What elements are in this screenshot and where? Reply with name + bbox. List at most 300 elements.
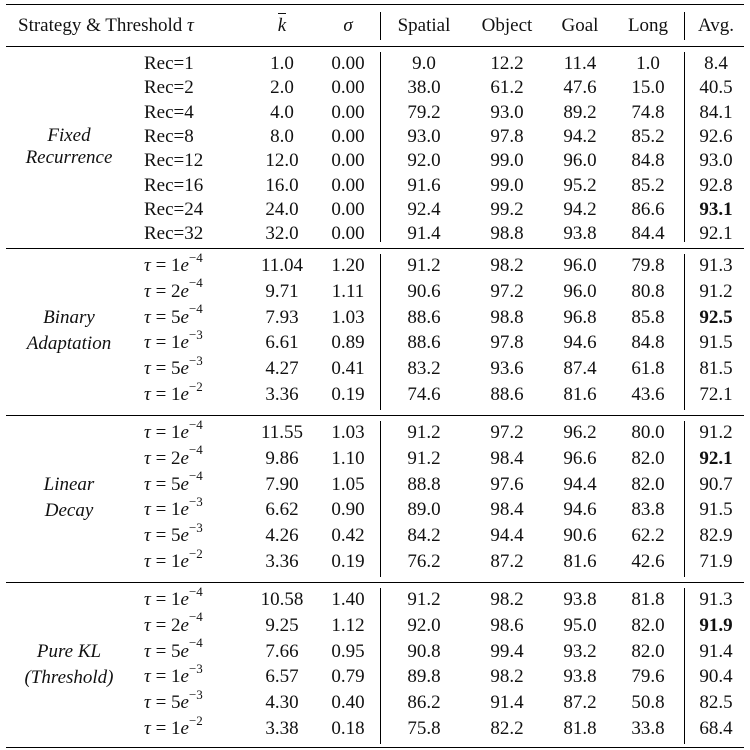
cell-spatial: 74.6 — [407, 384, 441, 405]
tau-exponent: −3 — [188, 494, 203, 510]
cell-spatial: 75.8 — [407, 718, 441, 739]
cell-object: 98.8 — [490, 223, 524, 245]
tau-base: 5 — [171, 692, 181, 714]
tau-e: e — [180, 255, 189, 276]
cell-long: 33.8 — [631, 718, 665, 739]
cell-avg: 91.9 — [699, 614, 733, 636]
cell-spatial: 92.0 — [407, 150, 441, 172]
cell-long: 82.0 — [631, 640, 665, 662]
top-rule — [6, 4, 744, 5]
cell-avg: 71.9 — [699, 551, 733, 572]
cell-long: 82.0 — [631, 447, 665, 469]
row-label: Rec=8 — [144, 125, 194, 147]
cell-object: 94.4 — [490, 525, 524, 547]
tau-symbol: τ — [144, 447, 151, 469]
cell-avg: 92.6 — [699, 125, 733, 147]
tau-symbol: τ — [144, 499, 151, 521]
header-avg: Avg. — [697, 15, 735, 36]
cell-sigma: 0.79 — [331, 666, 365, 688]
tau-base: 1 — [171, 666, 181, 688]
cell-avg: 91.3 — [699, 589, 733, 610]
cell-spatial: 91.2 — [407, 255, 441, 276]
cell-goal: 89.2 — [563, 101, 597, 123]
group-divider-left — [380, 52, 381, 242]
cell-spatial: 9.0 — [412, 53, 436, 74]
cell-long: 80.8 — [631, 280, 665, 302]
tau-symbol: τ — [144, 525, 151, 547]
tau-exponent: −4 — [188, 635, 203, 651]
tau-e: e — [180, 640, 189, 662]
cell-avg: 8.4 — [704, 53, 728, 74]
cell-long: 82.0 — [631, 473, 665, 495]
group-name-line: Adaptation — [26, 333, 112, 355]
tau-exponent: −3 — [188, 661, 203, 677]
cell-spatial: 92.0 — [407, 614, 441, 636]
tau-e: e — [180, 499, 189, 521]
tau-symbol: τ — [144, 384, 151, 405]
tau-e: e — [180, 358, 189, 380]
row-label: Rec=32 — [144, 223, 204, 245]
tau-equals: = — [150, 384, 172, 405]
cell-avg: 92.1 — [699, 223, 733, 245]
tau-equals: = — [150, 614, 172, 636]
row-label — [144, 545, 203, 574]
cell-goal: 96.8 — [563, 306, 597, 328]
tau-base: 2 — [171, 447, 181, 469]
group-name — [6, 307, 132, 355]
cell-avg: 81.5 — [699, 358, 733, 380]
row-label: Rec=1 — [144, 53, 194, 74]
header-long: Long — [627, 15, 669, 36]
cell-object: 97.2 — [490, 280, 524, 302]
cell-long: 15.0 — [631, 77, 665, 99]
cell-k: 24.0 — [265, 198, 299, 220]
cell-spatial: 91.2 — [407, 447, 441, 469]
cell-k: 6.62 — [265, 499, 299, 521]
cell-object: 98.4 — [490, 447, 524, 469]
cell-spatial: 91.2 — [407, 589, 441, 610]
tau-equals: = — [150, 332, 172, 354]
tau-symbol: τ — [144, 473, 151, 495]
cell-goal: 11.4 — [563, 53, 597, 74]
cell-avg: 72.1 — [699, 384, 733, 405]
tau-equals: = — [150, 640, 172, 662]
header-rule — [6, 46, 744, 47]
row-label: Rec=16 — [144, 174, 204, 196]
group-rule — [6, 248, 744, 249]
tau-exponent: −4 — [188, 301, 203, 317]
cell-object: 12.2 — [490, 53, 524, 74]
cell-k: 8.0 — [270, 125, 294, 147]
cell-avg: 91.3 — [699, 255, 733, 276]
cell-goal: 95.0 — [563, 614, 597, 636]
cell-avg: 91.5 — [699, 332, 733, 354]
cell-spatial: 89.0 — [407, 499, 441, 521]
tau-base: 5 — [171, 473, 181, 495]
tau-symbol: τ — [144, 422, 151, 443]
cell-goal: 96.0 — [563, 255, 597, 276]
cell-spatial: 88.6 — [407, 306, 441, 328]
header-divider-left — [380, 12, 381, 40]
cell-long: 62.2 — [631, 525, 665, 547]
tau-e: e — [180, 447, 189, 469]
tau-exponent: −3 — [188, 519, 203, 535]
tau-exponent: −3 — [188, 327, 203, 343]
cell-object: 97.8 — [490, 125, 524, 147]
cell-avg: 40.5 — [699, 77, 733, 99]
cell-k: 4.0 — [270, 101, 294, 123]
tau-symbol: τ — [144, 589, 151, 610]
tau-e: e — [180, 422, 189, 443]
tau-symbol: τ — [144, 280, 151, 302]
cell-goal: 96.6 — [563, 447, 597, 469]
cell-spatial: 91.4 — [407, 223, 441, 245]
cell-avg: 92.8 — [699, 174, 733, 196]
tau-exponent: −2 — [188, 378, 203, 394]
cell-sigma: 0.00 — [331, 223, 365, 245]
cell-object: 97.2 — [490, 422, 524, 443]
tau-e: e — [180, 306, 189, 328]
header-sigma: σ — [343, 15, 353, 36]
cell-sigma: 1.05 — [331, 473, 365, 495]
tau-exponent: −3 — [188, 352, 203, 368]
tau-e: e — [180, 666, 189, 688]
cell-goal: 94.6 — [563, 499, 597, 521]
tau-e: e — [180, 589, 189, 610]
tau-e: e — [180, 551, 189, 572]
row-label — [144, 661, 203, 689]
cell-avg: 93.0 — [699, 150, 733, 172]
cell-goal: 93.8 — [563, 589, 597, 610]
cell-object: 99.0 — [490, 150, 524, 172]
cell-spatial: 86.2 — [407, 692, 441, 714]
cell-goal: 93.8 — [563, 666, 597, 688]
tau-base: 5 — [171, 358, 181, 380]
cell-k: 16.0 — [265, 174, 299, 196]
group-divider-right — [684, 421, 685, 577]
cell-k: 6.57 — [265, 666, 299, 688]
tau-symbol: τ — [144, 614, 151, 636]
cell-object: 98.2 — [490, 589, 524, 610]
tau-equals: = — [150, 551, 172, 572]
cell-spatial: 84.2 — [407, 525, 441, 547]
cell-object: 99.2 — [490, 198, 524, 220]
group-name-line: Fixed — [47, 125, 91, 147]
cell-goal: 94.2 — [563, 125, 597, 147]
tau-e: e — [180, 280, 189, 302]
cell-spatial: 91.6 — [407, 174, 441, 196]
cell-goal: 93.2 — [563, 640, 597, 662]
row-label: Rec=12 — [144, 150, 204, 172]
tau-e: e — [180, 332, 189, 354]
tau-equals: = — [150, 718, 172, 739]
cell-avg: 92.1 — [699, 447, 733, 469]
cell-k: 3.36 — [265, 384, 299, 405]
tau-exponent: −3 — [188, 686, 203, 702]
tau-base: 1 — [171, 551, 181, 572]
cell-sigma: 0.95 — [331, 640, 365, 662]
cell-sigma: 1.03 — [331, 422, 365, 443]
cell-k: 9.86 — [265, 447, 299, 469]
tau-exponent: −2 — [188, 545, 203, 561]
group-rule — [6, 415, 744, 416]
tau-base: 1 — [171, 384, 181, 405]
cell-object: 99.0 — [490, 174, 524, 196]
cell-object: 98.8 — [490, 306, 524, 328]
cell-sigma: 0.19 — [331, 384, 365, 405]
tau-equals: = — [150, 306, 172, 328]
cell-object: 99.4 — [490, 640, 524, 662]
cell-sigma: 1.10 — [331, 447, 365, 469]
cell-goal: 96.2 — [563, 422, 597, 443]
cell-k: 7.93 — [265, 306, 299, 328]
tau-base: 1 — [171, 589, 181, 610]
cell-avg: 91.4 — [699, 640, 733, 662]
cell-spatial: 91.2 — [407, 422, 441, 443]
cell-avg: 82.9 — [699, 525, 733, 547]
header-divider-right — [684, 12, 685, 40]
cell-goal: 96.0 — [563, 280, 597, 302]
tau-base: 1 — [171, 718, 181, 739]
row-label — [144, 301, 203, 330]
cell-spatial: 83.2 — [407, 358, 441, 380]
cell-long: 80.0 — [631, 422, 665, 443]
tau-exponent: −4 — [188, 442, 203, 458]
cell-sigma: 0.19 — [331, 551, 365, 572]
tau-symbol: τ — [144, 358, 151, 380]
cell-spatial: 88.6 — [407, 332, 441, 354]
cell-long: 50.8 — [631, 692, 665, 714]
cell-long: 86.6 — [631, 198, 665, 220]
cell-object: 87.2 — [490, 551, 524, 572]
group-divider-left — [380, 588, 381, 744]
header-spatial: Spatial — [397, 15, 451, 36]
tau-exponent: −4 — [188, 275, 203, 291]
cell-k: 11.55 — [260, 422, 304, 443]
cell-long: 43.6 — [631, 384, 665, 405]
cell-k: 1.0 — [270, 53, 294, 74]
row-label — [144, 327, 203, 355]
cell-avg: 91.5 — [699, 499, 733, 521]
group-divider-right — [684, 254, 685, 410]
cell-goal: 95.2 — [563, 174, 597, 196]
cell-avg: 90.7 — [699, 473, 733, 495]
group-name-line: Pure KL — [36, 641, 102, 663]
cell-sigma: 0.90 — [331, 499, 365, 521]
cell-long: 79.6 — [631, 666, 665, 688]
cell-k: 11.04 — [260, 255, 304, 276]
cell-goal: 81.6 — [563, 384, 597, 405]
cell-object: 82.2 — [490, 718, 524, 739]
group-divider-right — [684, 588, 685, 744]
tau-base: 5 — [171, 306, 181, 328]
cell-avg: 82.5 — [699, 692, 733, 714]
cell-k: 2.0 — [270, 77, 294, 99]
cell-object: 91.4 — [490, 692, 524, 714]
tau-equals: = — [150, 358, 172, 380]
cell-k: 9.71 — [265, 280, 299, 302]
tau-symbol: τ — [144, 718, 151, 739]
tau-base: 1 — [171, 332, 181, 354]
cell-spatial: 76.2 — [407, 551, 441, 572]
tau-equals: = — [150, 666, 172, 688]
cell-goal: 87.4 — [563, 358, 597, 380]
cell-sigma: 0.40 — [331, 692, 365, 714]
cell-avg: 91.2 — [699, 280, 733, 302]
cell-sigma: 1.03 — [331, 306, 365, 328]
tau-equals: = — [150, 447, 172, 469]
tau-equals: = — [150, 473, 172, 495]
group-divider-left — [380, 421, 381, 577]
cell-long: 42.6 — [631, 551, 665, 572]
tau-base: 1 — [171, 255, 181, 276]
cell-spatial: 88.8 — [407, 473, 441, 495]
cell-sigma: 0.42 — [331, 525, 365, 547]
cell-long: 84.4 — [631, 223, 665, 245]
tau-e: e — [180, 473, 189, 495]
group-name-line: Linear — [43, 474, 95, 496]
cell-k: 3.36 — [265, 551, 299, 572]
header-strategy: Strategy & Threshold τ — [18, 15, 194, 36]
tau-base: 5 — [171, 525, 181, 547]
tau-e: e — [180, 384, 189, 405]
tau-exponent: −4 — [188, 249, 203, 265]
group-divider-left — [380, 254, 381, 410]
cell-object: 98.2 — [490, 255, 524, 276]
tau-equals: = — [150, 589, 172, 610]
cell-sigma: 0.00 — [331, 53, 365, 74]
cell-avg: 84.1 — [699, 101, 733, 123]
cell-avg: 68.4 — [699, 718, 733, 739]
cell-sigma: 0.89 — [331, 332, 365, 354]
cell-goal: 94.4 — [563, 473, 597, 495]
group-divider-right — [684, 52, 685, 242]
row-label — [144, 519, 203, 548]
cell-sigma: 1.11 — [331, 280, 365, 302]
tau-e: e — [180, 525, 189, 547]
cell-object: 97.6 — [490, 473, 524, 495]
cell-sigma: 1.40 — [331, 589, 365, 610]
tau-exponent: −4 — [188, 583, 203, 599]
tau-base: 2 — [171, 280, 181, 302]
group-name-line: Binary — [43, 307, 95, 329]
cell-spatial: 93.0 — [407, 125, 441, 147]
cell-goal: 47.6 — [563, 77, 597, 99]
group-name-line: (Threshold) — [24, 667, 114, 689]
cell-sigma: 0.00 — [331, 77, 365, 99]
cell-k: 4.27 — [265, 358, 299, 380]
cell-k: 4.30 — [265, 692, 299, 714]
cell-sigma: 0.00 — [331, 174, 365, 196]
cell-k: 10.58 — [260, 589, 304, 610]
row-label — [144, 712, 203, 741]
tau-symbol: τ — [144, 640, 151, 662]
cell-long: 74.8 — [631, 101, 665, 123]
cell-k: 32.0 — [265, 223, 299, 245]
cell-goal: 94.6 — [563, 332, 597, 354]
cell-object: 97.8 — [490, 332, 524, 354]
cell-spatial: 89.8 — [407, 666, 441, 688]
cell-long: 83.8 — [631, 499, 665, 521]
tau-symbol: τ — [144, 306, 151, 328]
cell-object: 98.4 — [490, 499, 524, 521]
cell-object: 61.2 — [490, 77, 524, 99]
cell-spatial: 92.4 — [407, 198, 441, 220]
tau-symbol: τ — [144, 692, 151, 714]
cell-long: 61.8 — [631, 358, 665, 380]
tau-equals: = — [150, 280, 172, 302]
cell-spatial: 90.6 — [407, 280, 441, 302]
cell-long: 85.2 — [631, 125, 665, 147]
cell-k: 6.61 — [265, 332, 299, 354]
group-name — [6, 474, 132, 522]
row-label — [144, 686, 203, 715]
row-label: Rec=24 — [144, 198, 204, 220]
row-label — [144, 378, 203, 407]
cell-goal: 81.8 — [563, 718, 597, 739]
tau-symbol: τ — [144, 332, 151, 354]
cell-object: 93.6 — [490, 358, 524, 380]
tau-equals: = — [150, 422, 172, 443]
tau-equals: = — [150, 255, 172, 276]
cell-long: 82.0 — [631, 614, 665, 636]
cell-k: 3.38 — [265, 718, 299, 739]
cell-goal: 90.6 — [563, 525, 597, 547]
cell-object: 98.2 — [490, 666, 524, 688]
header-object: Object — [481, 15, 533, 36]
cell-avg: 92.5 — [699, 306, 733, 328]
cell-long: 1.0 — [636, 53, 660, 74]
cell-sigma: 1.12 — [331, 614, 365, 636]
group-name-line: Decay — [44, 500, 94, 522]
cell-long: 85.2 — [631, 174, 665, 196]
cell-sigma: 0.00 — [331, 198, 365, 220]
cell-spatial: 38.0 — [407, 77, 441, 99]
cell-sigma: 0.41 — [331, 358, 365, 380]
row-label — [144, 494, 203, 522]
cell-long: 85.8 — [631, 306, 665, 328]
tau-exponent: −4 — [188, 416, 203, 432]
tau-equals: = — [150, 499, 172, 521]
tau-base: 1 — [171, 422, 181, 443]
header-goal: Goal — [561, 15, 599, 36]
cell-k: 4.26 — [265, 525, 299, 547]
tau-exponent: −4 — [188, 609, 203, 625]
row-label — [144, 352, 203, 381]
tau-e: e — [180, 692, 189, 714]
tau-equals: = — [150, 692, 172, 714]
tau-base: 2 — [171, 614, 181, 636]
cell-sigma: 0.00 — [331, 125, 365, 147]
cell-goal: 94.2 — [563, 198, 597, 220]
cell-k: 9.25 — [265, 614, 299, 636]
tau-exponent: −4 — [188, 468, 203, 484]
cell-object: 93.0 — [490, 101, 524, 123]
tau-base: 5 — [171, 640, 181, 662]
group-name-line: Recurrence — [25, 147, 113, 169]
group-rule — [6, 582, 744, 583]
cell-goal: 81.6 — [563, 551, 597, 572]
cell-avg: 90.4 — [699, 666, 733, 688]
cell-goal: 96.0 — [563, 150, 597, 172]
tau-symbol: τ — [144, 666, 151, 688]
cell-long: 79.8 — [631, 255, 665, 276]
tau-symbol: τ — [144, 255, 151, 276]
cell-long: 84.8 — [631, 150, 665, 172]
tau-base: 1 — [171, 499, 181, 521]
cell-object: 98.6 — [490, 614, 524, 636]
cell-goal: 93.8 — [563, 223, 597, 245]
